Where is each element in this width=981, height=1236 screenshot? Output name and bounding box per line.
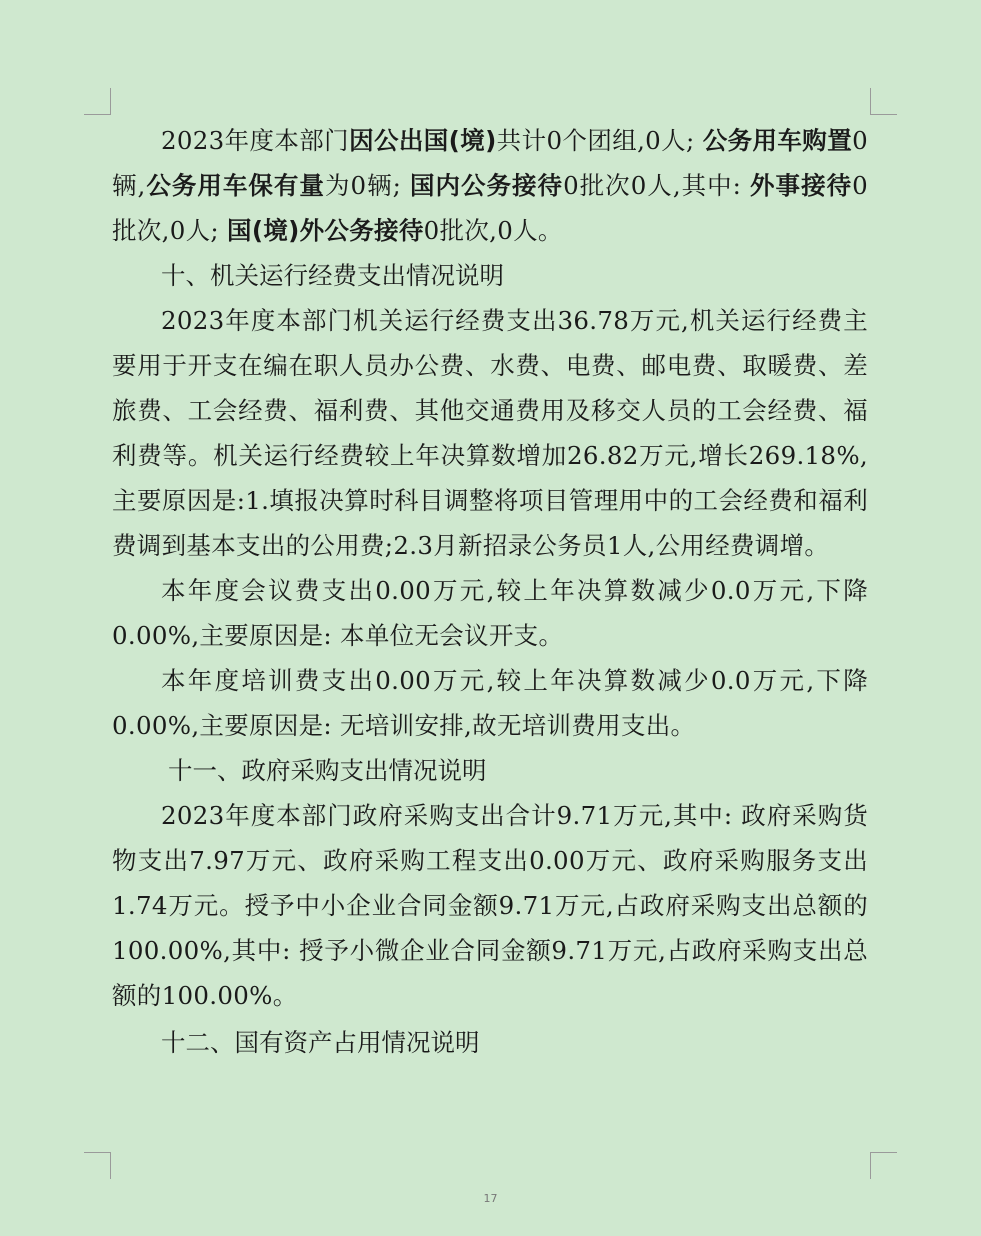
section-heading-11: 十一、政府采购支出情况说明 xyxy=(168,756,487,785)
text-run: 0辆, xyxy=(112,126,868,200)
paragraph-meeting-expenses: 本年度会议费支出0.00万元,较上年决算数减少0.0万元,下降0.00%,主要原因是: 本单位无会议开支。 xyxy=(112,576,868,650)
bold-term: 国内公务接待 xyxy=(409,171,564,200)
page-number: 17 xyxy=(483,1192,498,1205)
crop-mark-top-left xyxy=(84,88,111,115)
text-run: 0批次0人,其中: xyxy=(563,171,751,200)
text-run: 2023年度本部门 xyxy=(161,126,350,155)
text-run: 0批次,0人; xyxy=(112,171,868,245)
paragraph-official-trips xyxy=(112,118,868,253)
bold-term: 国(境)外公务接待 xyxy=(227,216,424,245)
text-run: 0批次,0人。 xyxy=(423,216,563,245)
bold-term: 外事接待 xyxy=(750,171,853,200)
text-run: 共计0个团组,0人; xyxy=(496,126,703,155)
paragraph-procurement: 2023年度本部门政府采购支出合计9.71万元,其中: 政府采购货物支出7.97万元、政府采购工程支出0.00万元、政府采购服务支出1.74万元。授予中小企业合同金额9.71万元,占政府采购支出总额的100.00%,其中: 授予小微企业合同金额9.71万元,占政府采购支出总额的100.00%。 xyxy=(112,801,868,1010)
paragraph-operating-expenses: 2023年度本部门机关运行经费支出36.78万元,机关运行经费主要用于开支在编在职人员办公费、水费、电费、邮电费、取暖费、差旅费、工会经费、福利费、其他交通费用及移交人员的工会经费、福利费等。机关运行经费较上年决算数增加26.82万元,增长269.18%,主要原因是:1.填报决算时科目调整将项目管理用中的工会经费和福利费调到基本支出的公用费;2.3月新招录公务员1人,公用经费调增。 xyxy=(112,306,868,560)
crop-mark-bottom-right xyxy=(870,1152,897,1179)
text-run: 为0辆; xyxy=(324,171,410,200)
bold-term: 因公出国(境) xyxy=(349,126,497,155)
crop-mark-top-right xyxy=(870,88,897,115)
bold-term: 公务用车保有量 xyxy=(145,171,325,200)
section-heading-10: 十、机关运行经费支出情况说明 xyxy=(161,261,504,290)
paragraph-training-expenses: 本年度培训费支出0.00万元,较上年决算数减少0.0万元,下降0.00%,主要原因是: 无培训安排,故无培训费用支出。 xyxy=(112,666,868,740)
section-heading-12: 十二、国有资产占用情况说明 xyxy=(161,1028,480,1057)
body-text xyxy=(112,118,868,1065)
bold-term: 公务用车购置 xyxy=(702,126,853,155)
crop-mark-bottom-left xyxy=(84,1152,111,1179)
